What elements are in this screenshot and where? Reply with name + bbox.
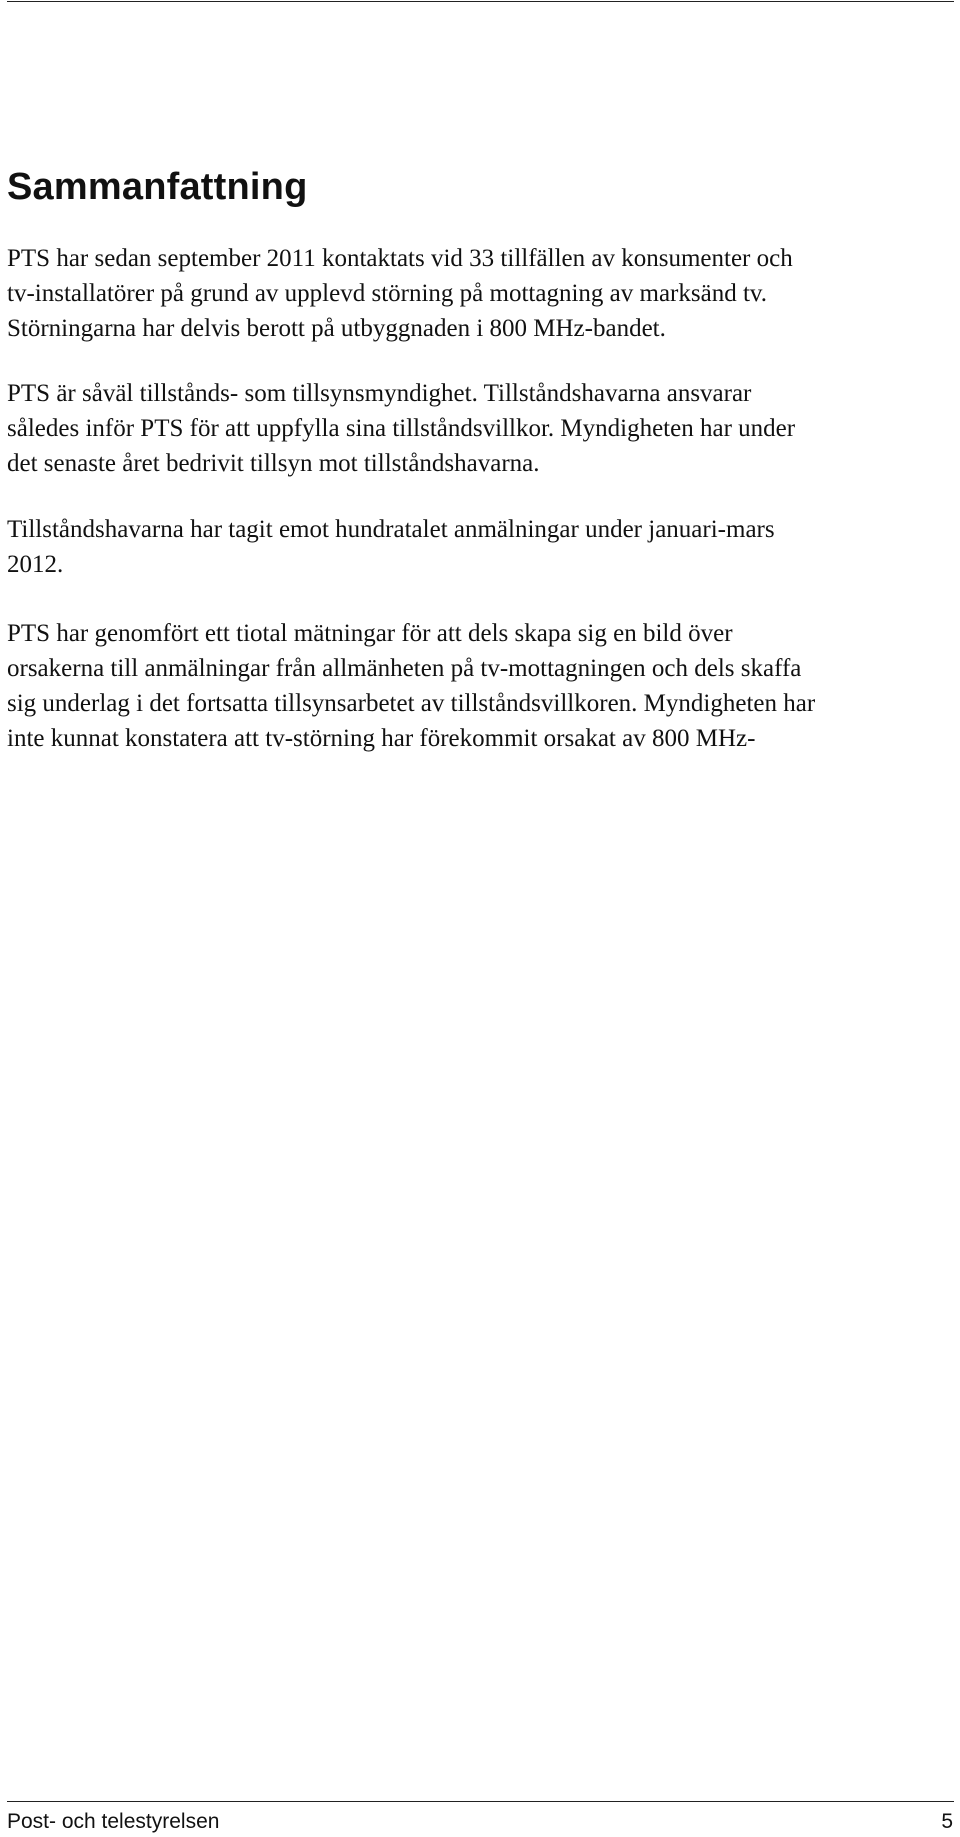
paragraph-4	[7, 616, 953, 756]
paragraph-line: Tillståndshavarna har tagit emot hundratalet anmälningar under januari-mars	[7, 516, 775, 543]
paragraph-2	[7, 376, 953, 481]
paragraph-line: Störningarna har delvis berott på utbyggnaden i 800 MHz-bandet.	[7, 315, 666, 342]
paragraph-line: tv-installatörer på grund av upplevd störning på mottagning av marksänd tv.	[7, 280, 768, 307]
paragraph-line: 2012.	[7, 551, 64, 578]
paragraph-line: orsakerna till anmälningar från allmänheten på tv-mottagningen och dels skaffa	[7, 655, 802, 682]
paragraph-line: inte kunnat konstatera att tv-störning har förekommit orsakat av 800 MHz-	[7, 725, 756, 752]
paragraph-line: det senaste året bedrivit tillsyn mot tillståndshavarna.	[7, 450, 540, 477]
paragraph-line: således inför PTS för att uppfylla sina tillståndsvillkor. Myndigheten har under	[7, 415, 796, 442]
page-title: Sammanfattning	[7, 166, 308, 208]
paragraph-line: sig underlag i det fortsatta tillsynsarbetet av tillståndsvillkoren. Myndigheten har	[7, 690, 816, 717]
paragraph-line: PTS har genomfört ett tiotal mätningar för att dels skapa sig en bild över	[7, 620, 733, 647]
page-number: 5	[941, 1810, 953, 1833]
paragraph-line: PTS har sedan september 2011 kontaktats vid 33 tillfällen av konsumenter och	[7, 245, 793, 272]
footer-publisher: Post- och telestyrelsen	[7, 1810, 220, 1833]
paragraph-line: PTS är såväl tillstånds- som tillsynsmyndighet. Tillståndshavarna ansvarar	[7, 380, 752, 407]
paragraph-3	[7, 512, 953, 582]
header-divider	[7, 1, 954, 2]
paragraph-1	[7, 241, 953, 346]
footer-divider	[7, 1801, 954, 1802]
